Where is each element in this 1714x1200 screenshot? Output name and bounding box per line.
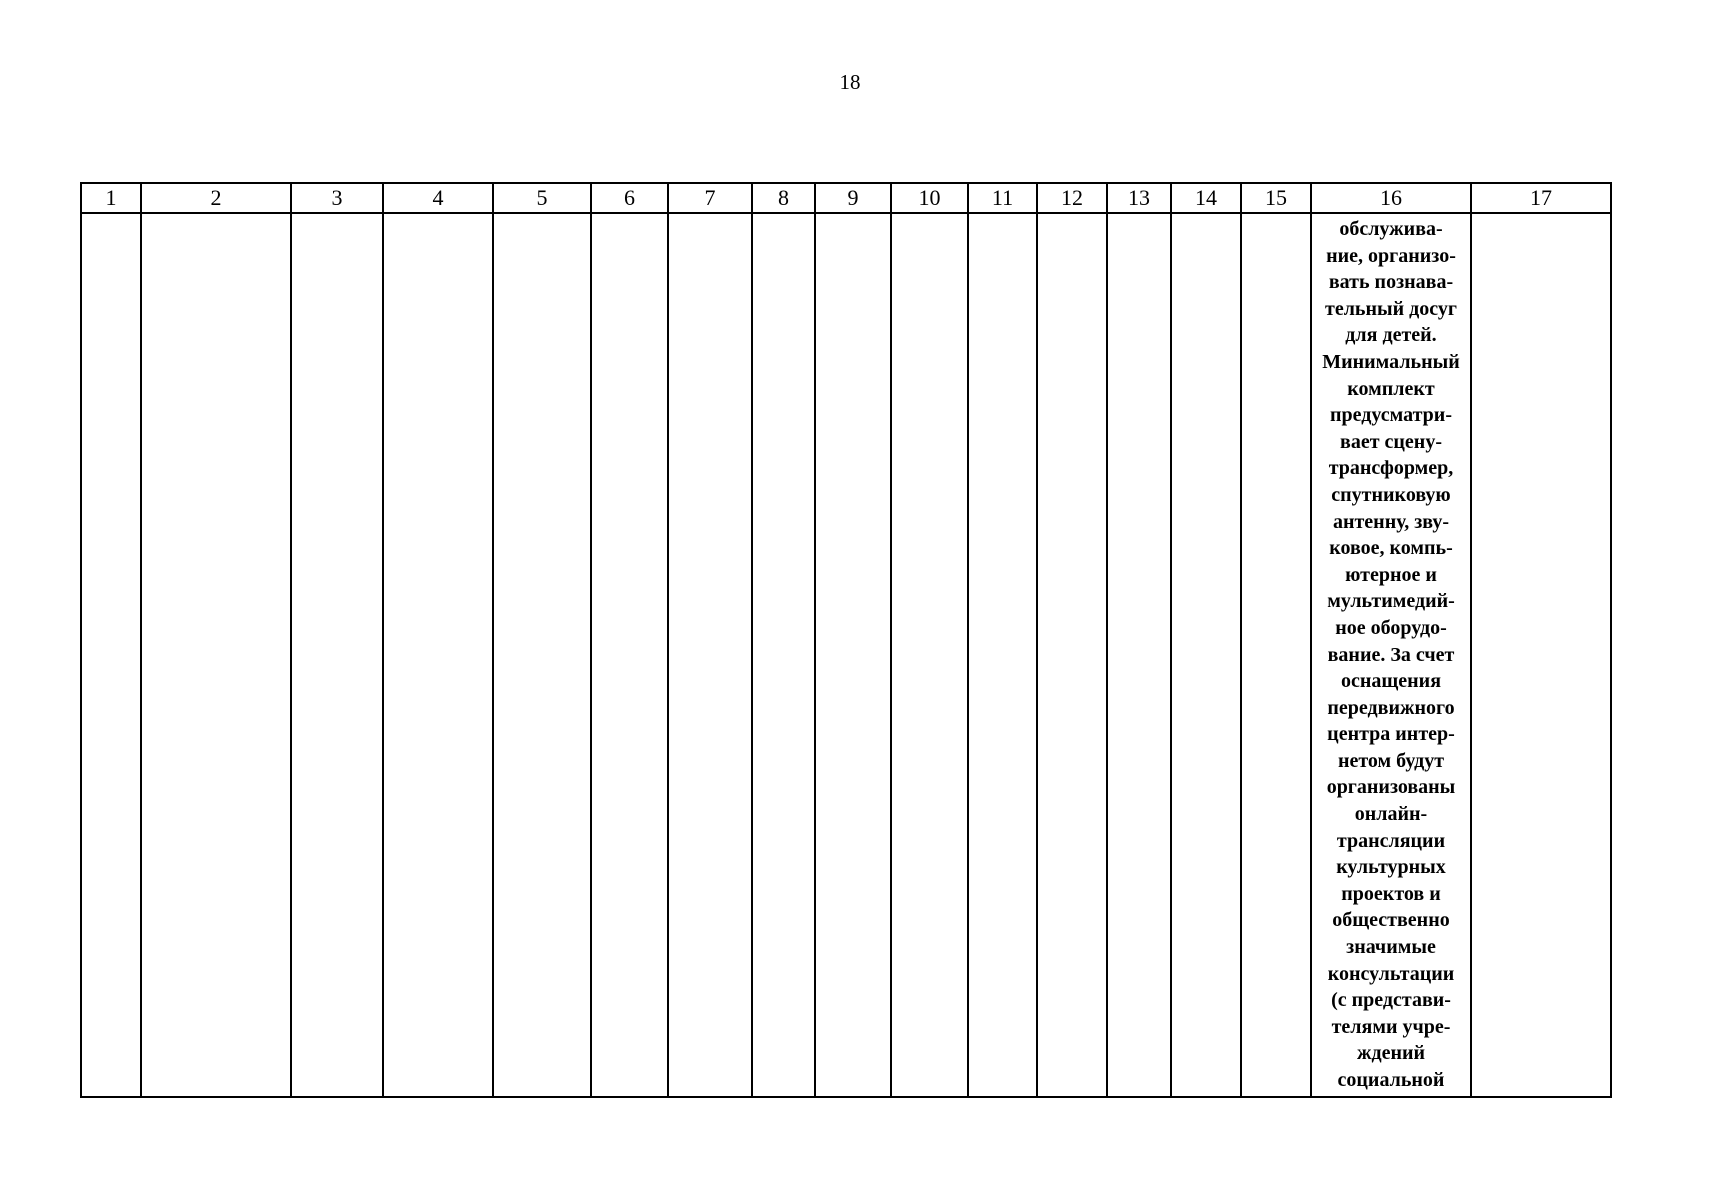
text-line: (с представи- xyxy=(1331,989,1451,1012)
text-line: тельный досуг xyxy=(1325,297,1457,320)
table-cell xyxy=(815,213,891,1097)
column-header: 13 xyxy=(1107,183,1171,213)
column-header: 5 xyxy=(493,183,591,213)
column-header: 8 xyxy=(752,183,815,213)
table-cell xyxy=(291,213,383,1097)
text-line: онлайн- xyxy=(1354,803,1428,826)
data-table xyxy=(80,182,1612,1098)
text-line: консультации xyxy=(1327,962,1455,985)
text-line: оснащения xyxy=(1340,670,1442,693)
text-line: общественно xyxy=(1332,909,1450,932)
table-cell xyxy=(141,213,291,1097)
text-line: ютерное и xyxy=(1345,563,1437,586)
text-line: культурных xyxy=(1336,856,1446,879)
table-cell xyxy=(1037,213,1107,1097)
table-cell xyxy=(891,213,968,1097)
table-cell xyxy=(1241,213,1311,1097)
text-line: проектов и xyxy=(1341,882,1441,905)
table-cell xyxy=(1171,213,1241,1097)
table-cell xyxy=(1471,213,1611,1097)
column-header: 7 xyxy=(668,183,752,213)
table-cell xyxy=(81,213,141,1097)
table-cell xyxy=(968,213,1037,1097)
column-header: 16 xyxy=(1311,183,1471,213)
page-number: 18 xyxy=(839,70,861,94)
column-header: 14 xyxy=(1171,183,1241,213)
text-line: вать познава- xyxy=(1328,271,1454,294)
text-line: комплект xyxy=(1347,377,1435,400)
table-cell xyxy=(591,213,668,1097)
column-header: 17 xyxy=(1471,183,1611,213)
text-line: трансляции xyxy=(1336,829,1446,852)
text-line: значимые xyxy=(1346,936,1436,959)
text-line: антенну, зву- xyxy=(1332,510,1450,533)
column-header: 3 xyxy=(291,183,383,213)
text-line: организованы xyxy=(1326,776,1456,799)
table-cell xyxy=(1107,213,1171,1097)
table-cell xyxy=(752,213,815,1097)
text-line: обслужива- xyxy=(1339,218,1443,240)
text-line: вает сцену- xyxy=(1340,430,1442,453)
column-header: 4 xyxy=(383,183,493,213)
table-cell xyxy=(493,213,591,1097)
header-row xyxy=(81,183,1611,213)
text-line: ковое, компь- xyxy=(1329,537,1453,560)
text-line: ное оборудо- xyxy=(1335,616,1447,639)
table-row xyxy=(81,213,1611,1097)
text-line: социальной xyxy=(1337,1069,1445,1091)
text-line: мультимедий- xyxy=(1327,590,1455,613)
column-header: 12 xyxy=(1037,183,1107,213)
cell-text xyxy=(1312,214,1470,1094)
column-header: 2 xyxy=(141,183,291,213)
text-line: центра интер- xyxy=(1327,723,1455,746)
column-header: 1 xyxy=(81,183,141,213)
text-line: для детей. xyxy=(1345,324,1437,347)
table-cell xyxy=(668,213,752,1097)
text-line: ждений xyxy=(1356,1042,1426,1065)
text-line: спутниковую xyxy=(1331,483,1451,506)
text-line: ние, организо- xyxy=(1326,244,1456,267)
text-line: вание. За счет xyxy=(1327,643,1455,666)
column-header: 6 xyxy=(591,183,668,213)
text-line: предусматри- xyxy=(1330,404,1452,427)
table-cell-col16 xyxy=(1311,213,1471,1097)
column-header: 15 xyxy=(1241,183,1311,213)
text-line: нетом будут xyxy=(1337,749,1445,772)
column-header: 9 xyxy=(815,183,891,213)
text-line: передвижного xyxy=(1327,696,1455,719)
text-line: телями учре- xyxy=(1331,1015,1451,1038)
column-header: 10 xyxy=(891,183,968,213)
text-line: трансформер, xyxy=(1328,457,1454,480)
text-line: Минимальный xyxy=(1322,350,1460,373)
column-header: 11 xyxy=(968,183,1037,213)
table-cell xyxy=(383,213,493,1097)
